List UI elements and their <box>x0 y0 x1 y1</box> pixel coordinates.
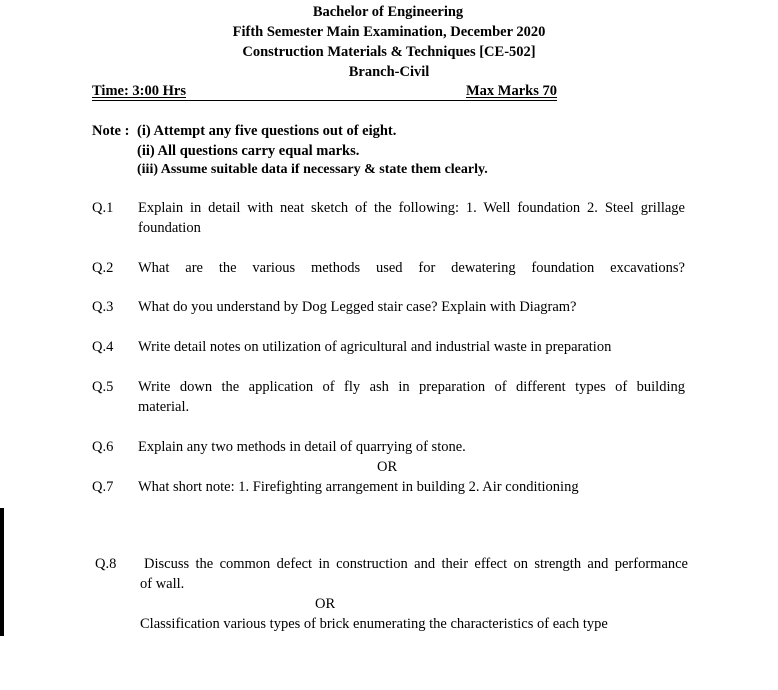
question-number: Q.4 <box>92 339 114 355</box>
question-number: Q.5 <box>92 379 114 395</box>
question-text: Write down the application of fly ash in preparation of different types of building <box>138 379 685 395</box>
question-number: Q.3 <box>92 299 114 315</box>
question-text: Explain any two methods in detail of quarrying of stone. <box>138 439 466 455</box>
time-marks-row <box>92 82 557 101</box>
question-text: What are the various methods used for dewatering foundation excavations? <box>138 260 685 276</box>
question-text: What do you understand by Dog Legged stair case? Explain with Diagram? <box>138 299 577 315</box>
question-alternative-text: Classification various types of brick enumerating the characteristics of each type <box>140 616 608 632</box>
question-number: Q.7 <box>92 479 114 495</box>
branch-title: Branch-Civil <box>348 64 430 80</box>
time-text: Time: 3:00 Hrs <box>92 83 186 99</box>
question-text-continued: foundation <box>138 220 201 236</box>
question-number: Q.1 <box>92 200 114 216</box>
note-line-3: (iii) Assume suitable data if necessary & state them clearly. <box>137 162 488 177</box>
subject-title: Construction Materials & Techniques [CE-502] <box>242 44 536 60</box>
question-text: Explain in detail with neat sketch of the following: 1. Well foundation 2. Steel grillage <box>138 200 685 216</box>
max-marks-label <box>466 82 557 100</box>
note-label: Note : <box>92 123 130 139</box>
question-number: Q.6 <box>92 439 114 455</box>
question-number: Q.2 <box>92 260 114 276</box>
or-separator: OR <box>315 596 336 612</box>
exam-title: Fifth Semester Main Examination, December 2020 <box>232 24 546 40</box>
question-text-continued: of wall. <box>140 576 185 592</box>
question-text-continued: material. <box>138 399 190 415</box>
question-text: What short note: 1. Firefighting arrangement in building 2. Air conditioning <box>138 479 579 495</box>
or-separator: OR <box>377 459 398 475</box>
degree-title: Bachelor of Engineering <box>312 4 464 20</box>
left-edge-bar <box>0 508 4 636</box>
note-line-2: (ii) All questions carry equal marks. <box>137 143 360 159</box>
time-label <box>92 82 186 100</box>
question-text: Write detail notes on utilization of agricultural and industrial waste in preparation <box>138 339 612 355</box>
note-line-1: (i) Attempt any five questions out of eight. <box>137 123 397 139</box>
question-number: Q.8 <box>95 556 117 572</box>
question-text: Discuss the common defect in construction and their effect on strength and performance <box>144 556 688 572</box>
max-marks-text: Max Marks 70 <box>465 83 557 99</box>
